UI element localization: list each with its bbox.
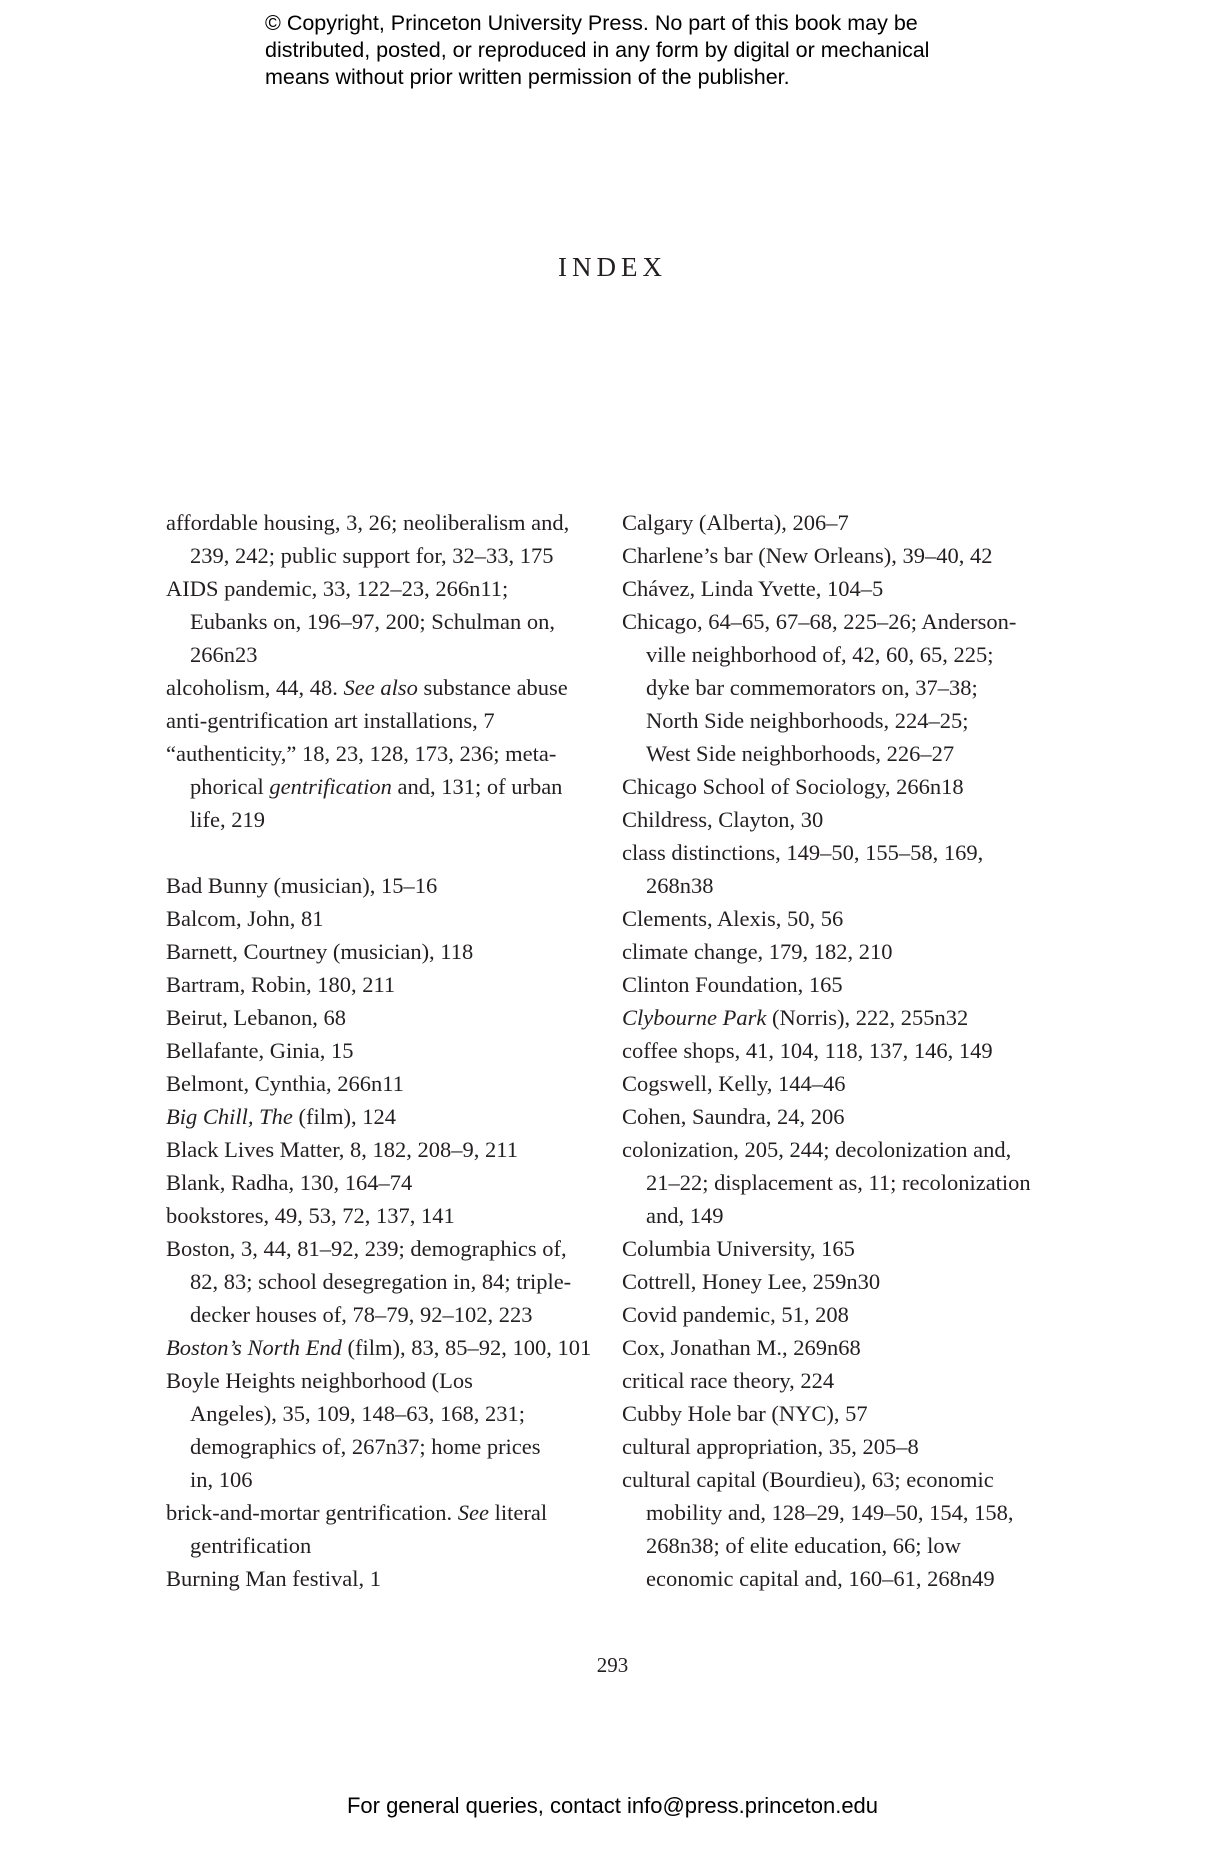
index-entry: critical race theory, 224 bbox=[622, 1368, 835, 1393]
index-entry: Cogswell, Kelly, 144–46 bbox=[622, 1071, 846, 1096]
index-entry-continuation: 21–22; displacement as, 11; recolonization bbox=[646, 1170, 1031, 1195]
index-entry: Black Lives Matter, 8, 182, 208–9, 211 bbox=[166, 1137, 518, 1162]
page-number: 293 bbox=[596, 1653, 629, 1677]
copyright-line: distributed, posted, or reproduced in any form by digital or mechanical bbox=[265, 38, 930, 62]
index-entry: Columbia University, 165 bbox=[622, 1236, 855, 1261]
index-entry: class distinctions, 149–50, 155–58, 169, bbox=[622, 840, 984, 865]
index-entry: climate change, 179, 182, 210 bbox=[622, 939, 893, 964]
page-title: INDEX bbox=[558, 252, 667, 282]
index-entry: Bartram, Robin, 180, 211 bbox=[166, 972, 396, 997]
copyright-line: means without prior written permission of the publisher. bbox=[265, 65, 790, 89]
index-entry: alcoholism, 44, 48. See also substance abuse bbox=[166, 675, 568, 700]
index-entry: Belmont, Cynthia, 266n11 bbox=[166, 1071, 404, 1096]
index-entry-continuation: decker houses of, 78–79, 92–102, 223 bbox=[190, 1302, 533, 1327]
index-entry: brick-and-mortar gentrification. See literal bbox=[166, 1500, 548, 1525]
index-entry: Boston’s North End (film), 83, 85–92, 100, 101 bbox=[166, 1335, 592, 1360]
index-entry: Clinton Foundation, 165 bbox=[622, 972, 843, 997]
index-entry: Balcom, John, 81 bbox=[166, 906, 324, 931]
index-entry: Boyle Heights neighborhood (Los bbox=[166, 1368, 473, 1393]
index-entry-continuation: life, 219 bbox=[190, 807, 265, 832]
index-entry: Beirut, Lebanon, 68 bbox=[166, 1005, 346, 1030]
index-entry: Calgary (Alberta), 206–7 bbox=[622, 510, 849, 535]
index-entry-continuation: West Side neighborhoods, 226–27 bbox=[646, 741, 955, 766]
index-entry: Cohen, Saundra, 24, 206 bbox=[622, 1104, 845, 1129]
index-entry: Chicago School of Sociology, 266n18 bbox=[622, 774, 964, 799]
index-entry: Burning Man festival, 1 bbox=[166, 1566, 381, 1591]
index-entry: Chávez, Linda Yvette, 104–5 bbox=[622, 576, 884, 601]
index-entry-continuation: Angeles), 35, 109, 148–63, 168, 231; bbox=[190, 1401, 525, 1426]
index-entry: coffee shops, 41, 104, 118, 137, 146, 149 bbox=[622, 1038, 993, 1063]
index-entry: AIDS pandemic, 33, 122–23, 266n11; bbox=[166, 576, 509, 601]
index-entry-continuation: 268n38 bbox=[646, 873, 714, 898]
index-entry-continuation: demographics of, 267n37; home prices bbox=[190, 1434, 541, 1459]
index-entry: Childress, Clayton, 30 bbox=[622, 807, 824, 832]
copyright-line: © Copyright, Princeton University Press. No part of this book may be bbox=[265, 11, 918, 35]
index-column-right bbox=[622, 506, 1042, 1595]
index-entry-continuation: and, 149 bbox=[646, 1203, 724, 1228]
copyright-notice bbox=[265, 10, 985, 91]
index-entry-continuation: 268n38; of elite education, 66; low bbox=[646, 1533, 961, 1558]
index-entry: Charlene’s bar (New Orleans), 39–40, 42 bbox=[622, 543, 993, 568]
index-entry: Bellafante, Ginia, 15 bbox=[166, 1038, 354, 1063]
index-entry: “authenticity,” 18, 23, 128, 173, 236; meta- bbox=[166, 741, 557, 766]
index-entry: Covid pandemic, 51, 208 bbox=[622, 1302, 849, 1327]
index-entry-continuation: 266n23 bbox=[190, 642, 258, 667]
index-entry-continuation: 239, 242; public support for, 32–33, 175 bbox=[190, 543, 554, 568]
index-spacer bbox=[166, 836, 606, 869]
index-entry: Boston, 3, 44, 81–92, 239; demographics of, bbox=[166, 1236, 567, 1261]
index-entry: Bad Bunny (musician), 15–16 bbox=[166, 873, 438, 898]
index-entry-continuation: ville neighborhood of, 42, 60, 65, 225; bbox=[646, 642, 994, 667]
index-column-left bbox=[166, 506, 606, 1595]
index-entry-continuation: Eubanks on, 196–97, 200; Schulman on, bbox=[190, 609, 555, 634]
index-entry-continuation: gentrification bbox=[190, 1533, 312, 1558]
index-entry-continuation: mobility and, 128–29, 149–50, 154, 158, bbox=[646, 1500, 1014, 1525]
index-entry: Blank, Radha, 130, 164–74 bbox=[166, 1170, 413, 1195]
index-entry-continuation: phorical gentrification and, 131; of urban bbox=[190, 774, 563, 799]
index-entry: cultural capital (Bourdieu), 63; economic bbox=[622, 1467, 994, 1492]
index-entry: colonization, 205, 244; decolonization and, bbox=[622, 1137, 1012, 1162]
index-entry-continuation: economic capital and, 160–61, 268n49 bbox=[646, 1566, 995, 1591]
index-entry: bookstores, 49, 53, 72, 137, 141 bbox=[166, 1203, 455, 1228]
index-entry: Cubby Hole bar (NYC), 57 bbox=[622, 1401, 868, 1426]
index-entry: affordable housing, 3, 26; neoliberalism and, bbox=[166, 510, 570, 535]
index-entry: Clements, Alexis, 50, 56 bbox=[622, 906, 844, 931]
index-entry: Cox, Jonathan M., 269n68 bbox=[622, 1335, 861, 1360]
index-entry-continuation: in, 106 bbox=[190, 1467, 253, 1492]
index-entry: Chicago, 64–65, 67–68, 225–26; Anderson- bbox=[622, 609, 1017, 634]
index-entry: Clybourne Park (Norris), 222, 255n32 bbox=[622, 1005, 969, 1030]
index-entry: Big Chill, The (film), 124 bbox=[166, 1104, 396, 1129]
index-entry: cultural appropriation, 35, 205–8 bbox=[622, 1434, 919, 1459]
index-entry: Cottrell, Honey Lee, 259n30 bbox=[622, 1269, 881, 1294]
index-entry-continuation: North Side neighborhoods, 224–25; bbox=[646, 708, 969, 733]
index-entry-continuation: 82, 83; school desegregation in, 84; triple- bbox=[190, 1269, 572, 1294]
index-entry: Barnett, Courtney (musician), 118 bbox=[166, 939, 474, 964]
footer-contact: For general queries, contact info@press.princeton.edu bbox=[346, 1793, 879, 1818]
index-entry: anti-gentrification art installations, 7 bbox=[166, 708, 495, 733]
index-entry-continuation: dyke bar commemorators on, 37–38; bbox=[646, 675, 978, 700]
